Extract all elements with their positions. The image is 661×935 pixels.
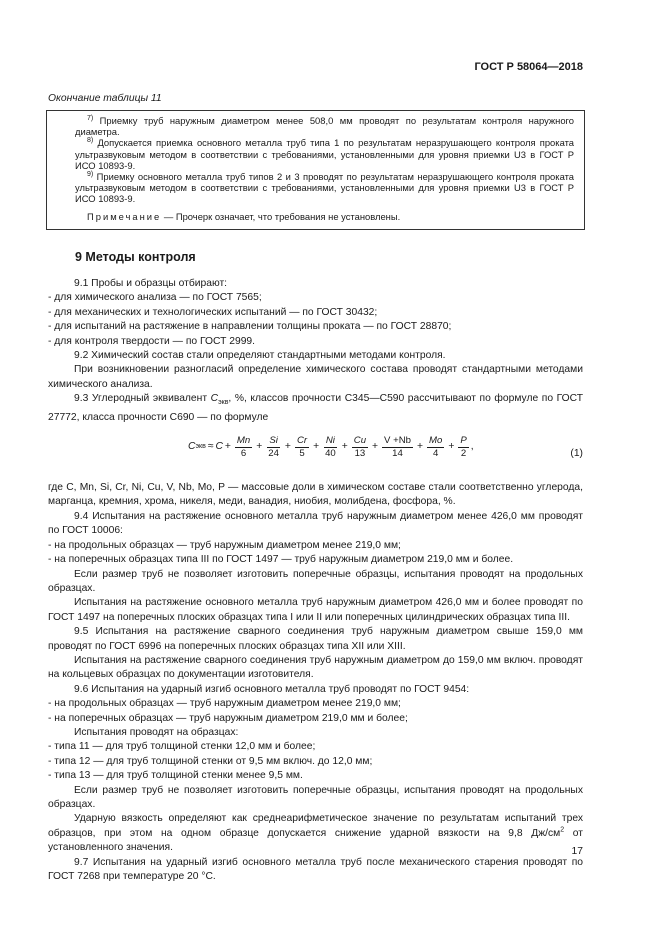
paragraph: При возникновении разногласий определение химического состава проводят стандартными методами химического анализа. bbox=[48, 364, 583, 390]
note-label: Примечание bbox=[87, 210, 162, 222]
subscript: экв bbox=[218, 399, 229, 407]
denominator: 5 bbox=[299, 448, 305, 460]
paragraph: 9.4 Испытания на растяжение основного металла труб наружным диаметром менее 426,0 мм проводят по ГОСТ 10006: bbox=[48, 510, 583, 537]
paragraph: 9.5 Испытания на растяжение сварного соединения труб наружным диаметром свыше 159,0 мм проводят по ГОСТ 6996 на поперечных плоских образцах типа XII или XIII. bbox=[48, 626, 583, 652]
formula-term-c: C bbox=[215, 441, 223, 453]
footnote-7 bbox=[75, 115, 574, 137]
page-number: 17 bbox=[571, 846, 583, 857]
denominator: 6 bbox=[240, 448, 247, 460]
table-end-caption: Окончание таблицы 11 bbox=[48, 93, 162, 104]
formula-row bbox=[48, 433, 583, 477]
numerator: Si bbox=[269, 435, 278, 447]
paragraph: 9.7 Испытания на ударный изгиб основного металла труб после механического старения проводят по ГОСТ 7268 при температуре 20 °С. bbox=[48, 856, 583, 883]
formula-fraction-si bbox=[266, 435, 281, 460]
table-note bbox=[75, 211, 574, 222]
numerator: Cu bbox=[353, 435, 367, 447]
formula-plus: + bbox=[284, 441, 291, 453]
paragraph bbox=[48, 812, 583, 855]
equation-number: (1) bbox=[570, 448, 583, 460]
footnote-marker: 9) bbox=[87, 170, 94, 178]
list-item: - для контроля твердости — по ГОСТ 2999. bbox=[48, 335, 256, 347]
footnote-marker: 8) bbox=[87, 137, 94, 145]
formula-comma: , bbox=[470, 441, 474, 453]
denominator: 40 bbox=[325, 448, 336, 460]
paragraph: 9.1 Пробы и образцы отбирают: bbox=[74, 278, 228, 289]
formula-fraction-vnb bbox=[382, 435, 413, 460]
footnote-marker: 7) bbox=[87, 114, 94, 122]
footnote-text: Приемку основного металла труб типов 2 и 3 проводят по результатам неразрушающего контроля проката ультразвуковым методом в соответствии с требованиями, установленными для уровня приемки U3 в ГОСТ Р ИСО 10893-9. bbox=[75, 171, 574, 205]
formula-lhs: С bbox=[188, 441, 196, 453]
paragraph: Испытания проводят на образцах: bbox=[74, 726, 239, 738]
formula-fraction-mn bbox=[235, 435, 252, 460]
footnote-text: Допускается приемка основного металла труб типа 1 по результатам неразрушающего контроля проката ультразвуковым методом в соответствии с требованиями, установленными для уровня приемки U3 в ГОСТ Р ИСО 10893-9. bbox=[75, 137, 574, 171]
superscript: 2 bbox=[560, 826, 565, 834]
denominator: 2 bbox=[460, 448, 467, 460]
paragraph: Испытания на растяжение основного металла труб наружным диаметром 426,0 мм и более проводят по ГОСТ 1497 на поперечных плоских образцах типа I или II или поперечных цилиндрических образцах типа III. bbox=[48, 597, 583, 623]
formula-plus: + bbox=[313, 441, 320, 453]
paragraph: 9.6 Испытания на ударный изгиб основного металла труб проводят по ГОСТ 9454: bbox=[74, 683, 470, 695]
formula-approx: ≈ bbox=[207, 441, 214, 453]
numerator: Ni bbox=[325, 435, 335, 447]
formula-lhs-subscript: экв bbox=[195, 443, 206, 451]
numerator: V +Nb bbox=[384, 435, 411, 447]
footnote-8 bbox=[75, 137, 574, 171]
symbol: С bbox=[210, 393, 219, 405]
denominator: 14 bbox=[392, 448, 403, 460]
list-item: - на продольных образцах — труб наружным диаметром менее 219,0 мм; bbox=[48, 698, 401, 710]
standard-header: ГОСТ Р 58064—2018 bbox=[474, 61, 583, 73]
denominator: 24 bbox=[268, 448, 279, 460]
formula-plus: + bbox=[341, 441, 348, 453]
list-item: - типа 11 — для труб толщиной стенки 12,0 мм и более; bbox=[48, 741, 316, 753]
paragraph: Испытания на растяжение сварного соединения труб наружным диаметром до 159,0 мм включ. проводят на кольцевых образцах по документации изготовителя. bbox=[48, 654, 583, 681]
paragraph: где C, Mn, Si, Cr, Ni, Cu, V, Nb, Mo, P — массовые доли в химическом составе стали соответственно углерода, марганца, кремния, хрома, никеля, меди, ванадия, ниобия, молибдена, фосфора, %. bbox=[48, 482, 583, 508]
text-run: , %, классов прочности С345—С590 рассчитывают по формуле по ГОСТ 27772, класса прочности С690 — по формуле bbox=[48, 393, 583, 423]
numerator: Mo bbox=[429, 435, 443, 447]
section-title: 9 Методы контроля bbox=[75, 250, 196, 264]
formula-plus: + bbox=[448, 441, 455, 453]
list-item: - для химического анализа — по ГОСТ 7565; bbox=[48, 292, 262, 304]
numerator: P bbox=[460, 435, 467, 447]
paragraph bbox=[48, 392, 583, 425]
carbon-equivalent-formula bbox=[188, 435, 474, 460]
text-run: от установленного значения. bbox=[48, 827, 583, 854]
formula-fraction-mo bbox=[427, 435, 444, 460]
section-body bbox=[48, 277, 583, 884]
note-text: — Прочерк означает, что требования не установлены. bbox=[161, 210, 401, 222]
list-item: - для испытаний на растяжение в направлении толщины проката — по ГОСТ 28870; bbox=[48, 321, 452, 333]
formula-plus: + bbox=[224, 441, 231, 453]
formula-plus: + bbox=[256, 441, 263, 453]
paragraph: Если размер труб не позволяет изготовить поперечные образцы, испытания проводят на продольных образцах. bbox=[48, 784, 583, 810]
list-item: - на продольных образцах — труб наружным диаметром менее 219,0 мм; bbox=[48, 539, 401, 551]
denominator: 4 bbox=[432, 448, 439, 460]
list-item: - типа 12 — для труб толщиной стенки от 9,5 мм включ. до 12,0 мм; bbox=[48, 755, 373, 767]
formula-fraction-ni bbox=[323, 435, 338, 460]
footnote-text: Приемку труб наружным диаметром менее 508,0 мм проводят по результатам контроля наружного диаметра. bbox=[75, 115, 574, 138]
formula-fraction-cu bbox=[352, 435, 368, 460]
formula-plus: + bbox=[372, 441, 379, 453]
text-run: Ударную вязкость определяют как среднеарифметическое значение по результатам испытаний трех образцов, при этом на одном образце допускается снижение ударной вязкости на 9,8 Дж/см bbox=[48, 813, 583, 839]
footnote-9 bbox=[75, 171, 574, 205]
formula-fraction-cr bbox=[295, 435, 309, 460]
formula-fraction-p bbox=[458, 435, 468, 460]
numerator: Mn bbox=[236, 435, 251, 447]
list-item: - типа 13 — для труб толщиной стенки менее 9,5 мм. bbox=[48, 770, 303, 782]
numerator: Cr bbox=[296, 435, 308, 447]
formula-plus: + bbox=[416, 441, 423, 453]
list-item: - для механических и технологических испытаний — по ГОСТ 30432; bbox=[48, 306, 378, 318]
list-item: - на поперечных образцах типа III по ГОСТ 1497 — труб наружным диаметром 219,0 мм и более. bbox=[48, 554, 514, 566]
list-item: - на поперечных образцах — труб наружным диаметром 219,0 мм и более; bbox=[48, 712, 408, 724]
denominator: 13 bbox=[354, 448, 366, 460]
table-footnotes-box bbox=[46, 110, 585, 230]
paragraph: 9.2 Химический состав стали определяют стандартными методами контроля. bbox=[74, 350, 446, 362]
paragraph: Если размер труб не позволяет изготовить поперечные образцы, испытания проводят на продольных образцах. bbox=[48, 568, 583, 594]
text-run: 9.3 Углеродный эквивалент bbox=[74, 393, 211, 405]
